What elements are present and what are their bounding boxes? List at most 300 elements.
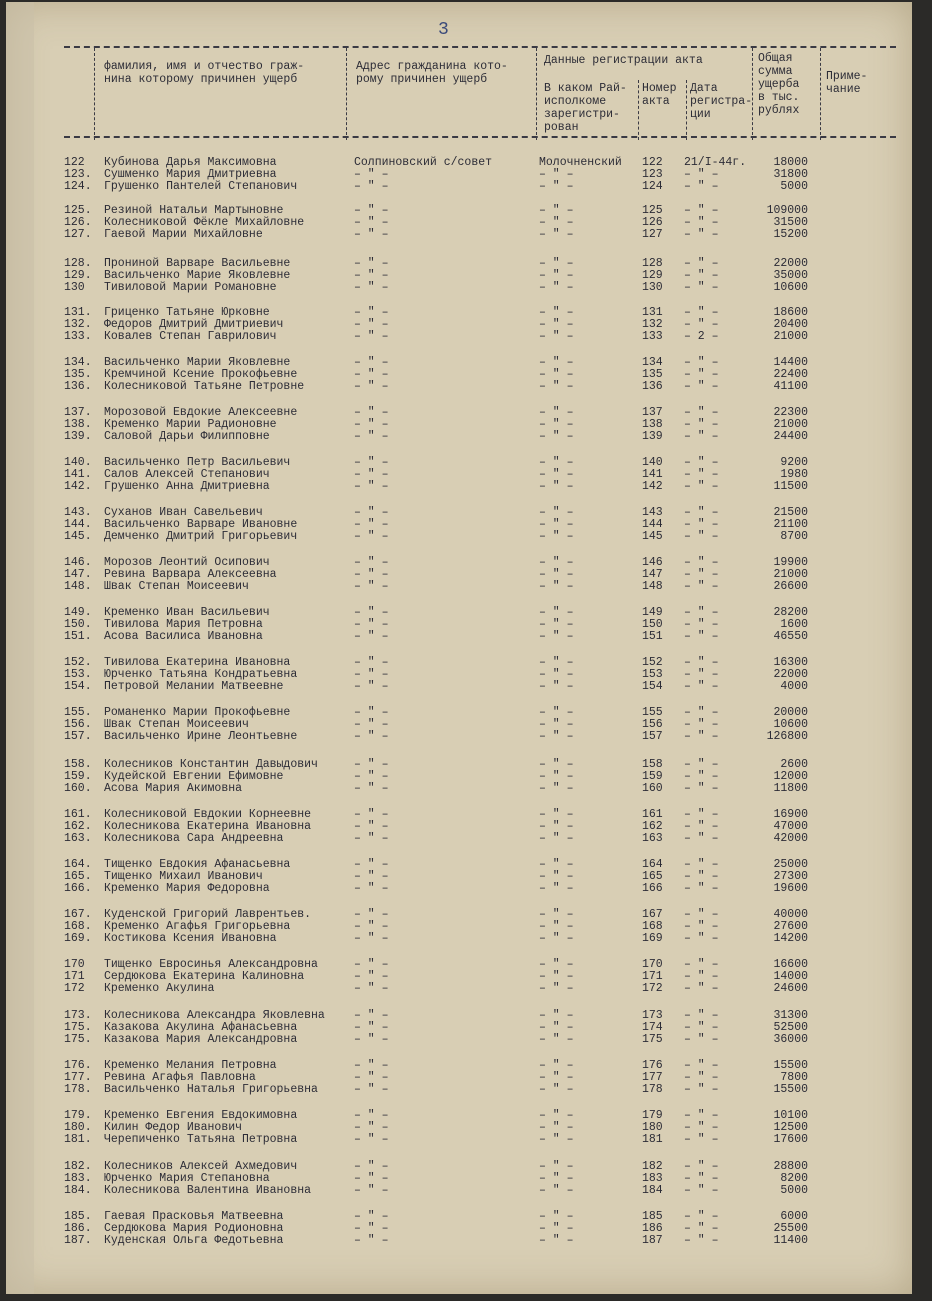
cell-date: – " – [684, 306, 719, 319]
cell-addr: – " – [354, 430, 389, 444]
cell-n: 149. [64, 606, 92, 619]
table-row [64, 1185, 844, 1197]
cell-office: – " – [539, 356, 574, 369]
cell-addr: – " – [354, 656, 389, 669]
cell-n: 165. [64, 870, 92, 884]
table-row [64, 307, 844, 319]
header-date: Дата регистра- ции [690, 82, 753, 121]
cell-name: Гаевая Прасковья Матвеевна [104, 1210, 284, 1223]
cell-name: Куденская Ольга Федотьевна [104, 1234, 284, 1248]
cell-addr: – " – [354, 1160, 389, 1173]
cell-date: – " – [684, 730, 719, 744]
cell-addr: – " – [354, 318, 389, 332]
cell-name: Сердюкова Екатерина Калиновна [104, 970, 305, 984]
cell-date: – " – [684, 356, 719, 369]
cell-n: 154. [64, 680, 92, 694]
cell-addr: – " – [354, 228, 389, 242]
cell-date: – " – [684, 456, 719, 469]
cell-sum: 10600 [773, 718, 808, 732]
cell-n: 130 [64, 281, 85, 295]
cell-name: Казакова Акулина Афанасьевна [104, 1021, 298, 1035]
cell-name: Саловой Дарьи Филипповне [104, 430, 270, 444]
table-row [64, 681, 844, 693]
cell-name: Демченко Дмитрий Григорьевич [104, 530, 298, 544]
cell-name: Суханов Иван Савельевич [104, 506, 263, 519]
cell-n: 146. [64, 556, 92, 569]
column-divider [638, 80, 639, 140]
cell-n: 143. [64, 506, 92, 519]
cell-n: 139. [64, 430, 92, 444]
cell-n: 161. [64, 808, 92, 821]
cell-addr: – " – [354, 356, 389, 369]
document-sheet [6, 2, 912, 1294]
cell-date: – " – [684, 1059, 719, 1072]
cell-addr: – " – [354, 556, 389, 569]
cell-name: Васильченко Ирине Леонтьевне [104, 730, 298, 744]
cell-n: 156. [64, 718, 92, 732]
cell-name: Тивиловой Марии Романовне [104, 281, 277, 295]
column-divider [536, 48, 537, 140]
cell-n: 150. [64, 618, 92, 632]
cell-sum: 19900 [773, 556, 808, 569]
cell-n: 183. [64, 1172, 92, 1186]
header-address: Адрес гражданина кото- рому причинен ущерб [356, 60, 508, 86]
cell-office: – " – [539, 506, 574, 519]
cell-addr: – " – [354, 568, 389, 582]
cell-addr: – " – [354, 832, 389, 846]
table-row [64, 431, 844, 443]
cell-name: Сушменко Мария Дмитриевна [104, 168, 277, 182]
cell-office: – " – [539, 228, 574, 242]
cell-n: 184. [64, 1184, 92, 1198]
cell-office: – " – [539, 216, 574, 230]
cell-addr: – " – [354, 758, 389, 771]
cell-sum: 4000 [780, 680, 808, 694]
table-row [64, 419, 844, 431]
cell-date: – " – [684, 618, 719, 632]
cell-name: Колесникова Валентина Ивановна [104, 1184, 312, 1198]
cell-office: – " – [539, 530, 574, 544]
cell-n: 172 [64, 982, 85, 996]
cell-n: 166. [64, 882, 92, 896]
table-row [64, 1010, 844, 1022]
cell-act: 156 [642, 718, 663, 732]
cell-addr: – " – [354, 908, 389, 921]
cell-name: Ревина Варвара Алексеевна [104, 568, 277, 582]
cell-sum: 12500 [773, 1121, 808, 1135]
cell-n: 138. [64, 418, 92, 432]
cell-n: 147. [64, 568, 92, 582]
table-row [64, 581, 844, 593]
cell-act: 184 [642, 1184, 663, 1198]
cell-sum: 126800 [766, 730, 808, 744]
cell-date: – " – [684, 920, 719, 934]
cell-sum: 31800 [773, 168, 808, 182]
cell-date: – " – [684, 820, 719, 834]
cell-sum: 21000 [773, 330, 808, 344]
cell-name: Васильченко Варваре Ивановне [104, 518, 298, 532]
cell-name: Прониной Варваре Васильевне [104, 257, 291, 270]
cell-office: – " – [539, 1121, 574, 1135]
cell-sum: 5000 [780, 180, 808, 194]
cell-name: Асова Василиса Ивановна [104, 630, 263, 644]
cell-office: – " – [539, 718, 574, 732]
cell-sum: 31500 [773, 216, 808, 230]
cell-n: 171 [64, 970, 85, 984]
cell-office: – " – [539, 1059, 574, 1072]
cell-act: 153 [642, 668, 663, 682]
cell-addr: – " – [354, 168, 389, 182]
table-row [64, 883, 844, 895]
cell-office: – " – [539, 882, 574, 896]
cell-n: 123. [64, 168, 92, 182]
cell-addr: – " – [354, 668, 389, 682]
cell-act: 169 [642, 932, 663, 946]
cell-office: – " – [539, 456, 574, 469]
cell-act: 131 [642, 306, 663, 319]
cell-addr: – " – [354, 970, 389, 984]
cell-office: – " – [539, 970, 574, 984]
cell-n: 181. [64, 1133, 92, 1147]
table-row [64, 1034, 844, 1046]
cell-date: – " – [684, 180, 719, 194]
cell-sum: 18600 [773, 306, 808, 319]
cell-sum: 11800 [773, 782, 808, 796]
cell-sum: 40000 [773, 908, 808, 921]
cell-n: 126. [64, 216, 92, 230]
cell-office: – " – [539, 556, 574, 569]
cell-office: – " – [539, 480, 574, 494]
cell-sum: 10100 [773, 1109, 808, 1122]
cell-sum: 27300 [773, 870, 808, 884]
cell-act: 134 [642, 356, 663, 369]
cell-date: – " – [684, 168, 719, 182]
table-row [64, 557, 844, 569]
cell-office: – " – [539, 1071, 574, 1085]
cell-act: 148 [642, 580, 663, 594]
cell-name: Резиной Натальи Мартыновне [104, 204, 284, 217]
cell-n: 125. [64, 204, 92, 217]
cell-name: Ковалев Степан Гаврилович [104, 330, 277, 344]
cell-name: Кременко Марии Радионовне [104, 418, 277, 432]
cell-office: – " – [539, 630, 574, 644]
table-row [64, 971, 844, 983]
cell-name: Кременко Евгения Евдокимовна [104, 1109, 298, 1122]
cell-office: – " – [539, 281, 574, 295]
cell-office: – " – [539, 606, 574, 619]
cell-name: Салов Алексей Степанович [104, 468, 270, 482]
cell-act: 129 [642, 269, 663, 283]
cell-addr: – " – [354, 1133, 389, 1147]
cell-n: 136. [64, 380, 92, 394]
cell-addr: – " – [354, 480, 389, 494]
cell-n: 162. [64, 820, 92, 834]
table-row [64, 1122, 844, 1134]
cell-act: 123 [642, 168, 663, 182]
cell-n: 137. [64, 406, 92, 419]
column-divider [94, 48, 95, 140]
cell-act: 139 [642, 430, 663, 444]
column-divider [346, 48, 347, 140]
cell-office: – " – [539, 468, 574, 482]
cell-office: – " – [539, 204, 574, 217]
cell-sum: 22300 [773, 406, 808, 419]
cell-addr: – " – [354, 1009, 389, 1022]
cell-n: 153. [64, 668, 92, 682]
cell-sum: 21000 [773, 418, 808, 432]
cell-addr: – " – [354, 330, 389, 344]
table-row [64, 1211, 844, 1223]
table-row [64, 983, 844, 995]
cell-act: 175 [642, 1033, 663, 1047]
cell-name: Кубинова Дарья Максимовна [104, 156, 277, 169]
cell-name: Васильченко Петр Васильевич [104, 456, 291, 469]
table-row [64, 369, 844, 381]
cell-sum: 16900 [773, 808, 808, 821]
cell-name: Гриценко Татьяне Юрковне [104, 306, 270, 319]
cell-name: Васильченко Марии Яковлевне [104, 356, 291, 369]
header-name: фамилия, имя и отчество граж- нина которому причинен ущерб [104, 60, 305, 86]
cell-act: 138 [642, 418, 663, 432]
cell-date: – " – [684, 680, 719, 694]
cell-office: – " – [539, 920, 574, 934]
cell-sum: 8200 [780, 1172, 808, 1186]
table-row [64, 909, 844, 921]
cell-name: Костикова Ксения Ивановна [104, 932, 277, 946]
cell-name: Сердюкова Мария Родионовна [104, 1222, 284, 1236]
cell-office: – " – [539, 1021, 574, 1035]
cell-name: Кудейской Евгении Ефимовне [104, 770, 284, 784]
cell-name: Швак Степан Моисеевич [104, 718, 249, 732]
cell-office: – " – [539, 406, 574, 419]
cell-date: – " – [684, 668, 719, 682]
cell-addr: – " – [354, 982, 389, 996]
cell-sum: 8700 [780, 530, 808, 544]
cell-name: Асова Мария Акимовна [104, 782, 243, 796]
cell-date: – " – [684, 1184, 719, 1198]
cell-name: Тищенко Евросинья Александровна [104, 958, 318, 971]
cell-n: 124. [64, 180, 92, 194]
cell-n: 168. [64, 920, 92, 934]
table-row [64, 169, 844, 181]
cell-act: 140 [642, 456, 663, 469]
cell-n: 155. [64, 706, 92, 719]
cell-addr: – " – [354, 718, 389, 732]
cell-office: – " – [539, 932, 574, 946]
cell-name: Колесников Константин Давыдович [104, 758, 318, 771]
cell-date: – 2 – [684, 330, 719, 344]
cell-sum: 14200 [773, 932, 808, 946]
table-row [64, 1022, 844, 1034]
cell-date: – " – [684, 216, 719, 230]
cell-name: Васильченко Наталья Григорьевна [104, 1083, 318, 1097]
cell-sum: 11400 [773, 1234, 808, 1248]
cell-office: – " – [539, 168, 574, 182]
cell-act: 137 [642, 406, 663, 419]
cell-date: – " – [684, 982, 719, 996]
cell-addr: – " – [354, 216, 389, 230]
table-row [64, 619, 844, 631]
cell-office: – " – [539, 982, 574, 996]
cell-name: Морозовой Евдокие Алексеевне [104, 406, 298, 419]
table-row [64, 669, 844, 681]
cell-addr: – " – [354, 418, 389, 432]
table-row [64, 282, 844, 294]
table-row [64, 229, 844, 241]
cell-sum: 41100 [773, 380, 808, 394]
cell-n: 170 [64, 958, 85, 971]
cell-act: 158 [642, 758, 663, 771]
table-row [64, 481, 844, 493]
cell-addr: – " – [354, 706, 389, 719]
cell-act: 146 [642, 556, 663, 569]
cell-act: 182 [642, 1160, 663, 1173]
cell-date: – " – [684, 468, 719, 482]
cell-date: – " – [684, 480, 719, 494]
cell-n: 180. [64, 1121, 92, 1135]
cell-date: – " – [684, 281, 719, 295]
cell-addr: – " – [354, 1210, 389, 1223]
cell-sum: 10600 [773, 281, 808, 295]
cell-addr: – " – [354, 1071, 389, 1085]
cell-name: Колесниковой Татьяне Петровне [104, 380, 305, 394]
cell-name: Юрченко Татьяна Кондратьевна [104, 668, 298, 682]
cell-act: 132 [642, 318, 663, 332]
cell-addr: – " – [354, 858, 389, 871]
cell-addr: – " – [354, 820, 389, 834]
cell-office: – " – [539, 257, 574, 270]
cell-n: 157. [64, 730, 92, 744]
cell-sum: 15200 [773, 228, 808, 242]
cell-sum: 9200 [780, 456, 808, 469]
cell-n: 177. [64, 1071, 92, 1085]
table-row [64, 783, 844, 795]
cell-date: – " – [684, 1133, 719, 1147]
cell-n: 142. [64, 480, 92, 494]
cell-act: 161 [642, 808, 663, 821]
cell-office: – " – [539, 832, 574, 846]
cell-n: 134. [64, 356, 92, 369]
cell-act: 171 [642, 970, 663, 984]
table-row [64, 859, 844, 871]
cell-n: 186. [64, 1222, 92, 1236]
cell-act: 149 [642, 606, 663, 619]
cell-name: Кременко Агафья Григорьевна [104, 920, 291, 934]
cell-act: 130 [642, 281, 663, 295]
table-row [64, 731, 844, 743]
table-row [64, 809, 844, 821]
cell-date: – " – [684, 556, 719, 569]
cell-addr: – " – [354, 269, 389, 283]
cell-addr: – " – [354, 468, 389, 482]
table-row [64, 631, 844, 643]
table-row [64, 607, 844, 619]
cell-addr: – " – [354, 680, 389, 694]
cell-n: 175. [64, 1033, 92, 1047]
table-row [64, 217, 844, 229]
table-row [64, 771, 844, 783]
cell-name: Казакова Мария Александровна [104, 1033, 298, 1047]
cell-name: Швак Степан Моисеевич [104, 580, 249, 594]
table-row [64, 519, 844, 531]
cell-name: Гаевой Марии Михайловне [104, 228, 263, 242]
cell-date: – " – [684, 1083, 719, 1097]
cell-name: Морозов Леонтий Осипович [104, 556, 270, 569]
cell-office: – " – [539, 870, 574, 884]
table-row [64, 270, 844, 282]
cell-sum: 21000 [773, 568, 808, 582]
cell-act: 186 [642, 1222, 663, 1236]
cell-sum: 27600 [773, 920, 808, 934]
cell-sum: 22400 [773, 368, 808, 382]
cell-act: 155 [642, 706, 663, 719]
cell-name: Кременко Мелания Петровна [104, 1059, 277, 1072]
cell-office: – " – [539, 706, 574, 719]
cell-sum: 22000 [773, 257, 808, 270]
cell-act: 122 [642, 156, 663, 169]
binding-edge [6, 2, 34, 1294]
cell-n: 173. [64, 1009, 92, 1022]
cell-sum: 6000 [780, 1210, 808, 1223]
cell-office: – " – [539, 318, 574, 332]
cell-name: Кремчиной Ксение Прокофьевне [104, 368, 298, 382]
cell-office: – " – [539, 430, 574, 444]
cell-date: – " – [684, 580, 719, 594]
cell-office: – " – [539, 330, 574, 344]
cell-addr: – " – [354, 730, 389, 744]
cell-addr: – " – [354, 180, 389, 194]
cell-sum: 14000 [773, 970, 808, 984]
header-note: Приме- чание [826, 70, 868, 96]
cell-name: Юрченко Мария Степановна [104, 1172, 270, 1186]
cell-sum: 11500 [773, 480, 808, 494]
cell-addr: – " – [354, 782, 389, 796]
cell-addr: Солпиновский с/совет [354, 156, 493, 169]
cell-date: – " – [684, 1071, 719, 1085]
cell-date: – " – [684, 770, 719, 784]
cell-office: – " – [539, 368, 574, 382]
cell-act: 166 [642, 882, 663, 896]
cell-act: 135 [642, 368, 663, 382]
cell-sum: 22000 [773, 668, 808, 682]
cell-sum: 20400 [773, 318, 808, 332]
cell-office: – " – [539, 858, 574, 871]
cell-date: – " – [684, 568, 719, 582]
cell-name: Грушенко Пантелей Степанович [104, 180, 298, 194]
cell-act: 128 [642, 257, 663, 270]
cell-act: 136 [642, 380, 663, 394]
cell-name: Федоров Дмитрий Дмитриевич [104, 318, 284, 332]
cell-name: Ревина Агафья Павловна [104, 1071, 256, 1085]
cell-addr: – " – [354, 1172, 389, 1186]
cell-act: 174 [642, 1021, 663, 1035]
cell-date: – " – [684, 718, 719, 732]
cell-act: 176 [642, 1059, 663, 1072]
table-row [64, 1060, 844, 1072]
cell-office: – " – [539, 418, 574, 432]
cell-sum: 31300 [773, 1009, 808, 1022]
cell-addr: – " – [354, 920, 389, 934]
header-sum: Общая сумма ущерба в тыс. рублях [758, 52, 800, 117]
cell-addr: – " – [354, 1234, 389, 1248]
cell-act: 143 [642, 506, 663, 519]
cell-act: 159 [642, 770, 663, 784]
cell-act: 127 [642, 228, 663, 242]
cell-n: 167. [64, 908, 92, 921]
cell-addr: – " – [354, 1059, 389, 1072]
cell-date: – " – [684, 1009, 719, 1022]
cell-addr: – " – [354, 368, 389, 382]
